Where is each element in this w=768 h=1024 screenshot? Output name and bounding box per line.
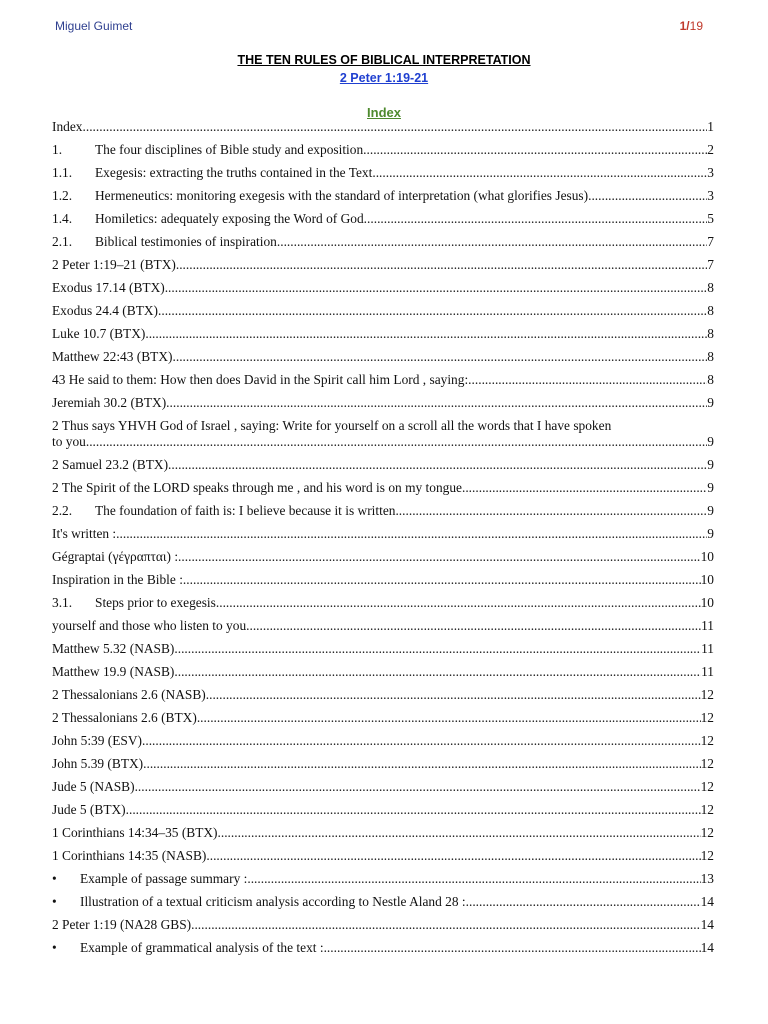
toc-entry-text: It's written : (52, 526, 117, 541)
dot-leader (135, 779, 701, 795)
dot-leader (247, 871, 700, 887)
toc-entry[interactable] (52, 303, 714, 319)
toc-page-number: 12 (700, 779, 714, 794)
toc-page-number: 2 (707, 142, 714, 157)
dot-leader (173, 349, 708, 365)
dot-leader (116, 526, 707, 542)
toc-page-number: 1 (707, 119, 714, 134)
dot-leader (218, 825, 701, 841)
toc-page-number: 9 (707, 503, 714, 518)
toc-entry[interactable] (52, 756, 714, 772)
toc-entry-text: Gégraptai (γέγραπται) : (52, 549, 179, 564)
toc-entry[interactable] (52, 572, 714, 588)
toc-entry[interactable] (52, 618, 714, 634)
toc-entry-text: John 5.39 (BTX) (52, 756, 144, 771)
toc-entry[interactable] (52, 871, 714, 887)
toc-entry[interactable] (52, 733, 714, 749)
toc-entry-text: Exegesis: extracting the truths contained in the Text (95, 165, 373, 180)
toc-entry[interactable] (52, 894, 714, 910)
dot-leader (143, 756, 700, 772)
toc-entry-text: Matthew 22:43 (BTX) (52, 349, 173, 364)
toc-entry[interactable] (52, 457, 714, 473)
index-heading-link[interactable]: Index (367, 105, 401, 120)
toc-entry-text: The four disciplines of Bible study and exposition (95, 142, 364, 157)
toc-page-number: 12 (700, 848, 714, 863)
dot-leader (462, 480, 707, 496)
toc-entry-text: 2 Samuel 23.2 (BTX) (52, 457, 169, 472)
toc-entry-text: Exodus 17.14 (BTX) (52, 280, 165, 295)
toc-entry-number: 1.1. (52, 165, 73, 180)
toc-page-number: 8 (707, 349, 714, 364)
toc-entry[interactable] (52, 710, 714, 726)
toc-entry[interactable] (52, 142, 714, 158)
toc-entry[interactable] (52, 395, 714, 411)
page-separator: / (686, 19, 690, 33)
toc-entry-text: 2 Thessalonians 2.6 (NASB) (52, 687, 206, 702)
dot-leader (86, 434, 707, 450)
dot-leader (176, 257, 707, 273)
toc-entry-text: Jude 5 (BTX) (52, 802, 126, 817)
dot-leader (466, 894, 701, 910)
toc-page-number: 11 (701, 641, 714, 656)
toc-entry-text: Example of passage summary : (80, 871, 248, 886)
dot-leader (588, 188, 707, 204)
toc-page-number: 8 (707, 326, 714, 341)
toc-page-number: 7 (707, 257, 714, 272)
toc-entry[interactable] (52, 119, 714, 135)
toc-page-number: 10 (700, 572, 714, 587)
dot-leader (468, 372, 707, 388)
toc-entry[interactable] (52, 848, 714, 864)
dot-leader (178, 549, 701, 565)
toc-page-number: 3 (707, 188, 714, 203)
table-of-contents (52, 119, 714, 963)
dot-leader (126, 802, 701, 818)
toc-entry[interactable] (52, 664, 714, 680)
toc-page-number: 8 (707, 280, 714, 295)
toc-page-number: 13 (700, 871, 714, 886)
toc-page-number: 12 (700, 802, 714, 817)
toc-entry-text-continued: to you (52, 434, 86, 449)
toc-entry-number: 1.2. (52, 188, 73, 203)
dot-leader (206, 687, 701, 703)
toc-entry[interactable] (52, 917, 714, 933)
toc-entry-text: John 5:39 (ESV) (52, 733, 143, 748)
dot-leader (206, 848, 700, 864)
dot-leader (83, 119, 708, 135)
toc-entry-text: 2 The Spirit of the LORD speaks through me , and his word is on my tongue (52, 480, 462, 495)
toc-page-number: 8 (707, 303, 714, 318)
toc-entry-text: Biblical testimonies of inspiration (95, 234, 277, 249)
toc-page-number: 12 (700, 710, 714, 725)
dot-leader (246, 618, 701, 634)
toc-entry-text: Example of grammatical analysis of the text : (80, 940, 324, 955)
toc-entry-number: 2.1. (52, 234, 73, 249)
dot-leader (174, 664, 701, 680)
toc-entry[interactable] (52, 595, 714, 611)
toc-entry[interactable] (52, 211, 714, 227)
toc-entry-text: Homiletics: adequately exposing the Word of God (95, 211, 364, 226)
toc-entry[interactable] (52, 549, 714, 565)
toc-entry-text: Index (52, 119, 83, 134)
toc-page-number: 5 (707, 211, 714, 226)
toc-entry-text: Inspiration in the Bible : (52, 572, 183, 587)
toc-entry[interactable] (52, 234, 714, 250)
toc-entry[interactable] (52, 802, 714, 818)
dot-leader (364, 211, 708, 227)
toc-entry-number: • (52, 871, 57, 886)
toc-page-number: 3 (707, 165, 714, 180)
toc-page-number: 12 (700, 756, 714, 771)
toc-entry[interactable] (52, 188, 714, 204)
dot-leader (183, 572, 701, 588)
toc-page-number: 11 (701, 618, 714, 633)
toc-page-number: 7 (707, 234, 714, 249)
toc-entry-text: Matthew 5.32 (NASB) (52, 641, 175, 656)
toc-entry-number: 2.2. (52, 503, 73, 518)
toc-entry-number: 1.4. (52, 211, 73, 226)
toc-page-number: 10 (700, 595, 714, 610)
dot-leader (363, 142, 707, 158)
toc-entry-text: Steps prior to exegesis (95, 595, 216, 610)
page-total: 19 (689, 19, 703, 33)
dot-leader (395, 503, 707, 519)
toc-page-number: 14 (700, 917, 714, 932)
page-current: 1 (679, 19, 687, 33)
dot-leader (372, 165, 707, 181)
toc-page-number: 9 (707, 457, 714, 472)
toc-entry-text: Matthew 19.9 (NASB) (52, 664, 175, 679)
toc-entry[interactable] (52, 779, 714, 795)
toc-entry[interactable] (52, 257, 714, 273)
dot-leader (158, 303, 707, 319)
document-subtitle-link[interactable]: 2 Peter 1:19-21 (339, 71, 429, 85)
toc-page-number: 12 (700, 687, 714, 702)
document-title: THE TEN RULES OF BIBLICAL INTERPRETATION (237, 53, 531, 67)
dot-leader (324, 940, 701, 956)
toc-entry-text: The foundation of faith is: I believe because it is written (95, 503, 396, 518)
toc-entry[interactable] (52, 940, 714, 956)
toc-entry-text: yourself and those who listen to you (52, 618, 247, 633)
toc-entry-text: 2 Thus says YHVH God of Israel , saying: Write for yourself on a scroll all the words that I have spoken (52, 418, 612, 433)
toc-entry-text: 2 Peter 1:19–21 (BTX) (52, 257, 176, 272)
toc-entry-text: 43 He said to them: How then does David in the Spirit call him Lord , saying: (52, 372, 469, 387)
toc-entry[interactable] (52, 480, 714, 496)
document-author: Miguel Guimet (55, 19, 133, 33)
toc-entry[interactable] (52, 825, 714, 841)
toc-entry-text: 2 Peter 1:19 (NA28 GBS) (52, 917, 192, 932)
toc-entry-number: 1. (52, 142, 63, 157)
toc-page-number: 12 (700, 825, 714, 840)
dot-leader (174, 641, 701, 657)
toc-page-number: 14 (700, 894, 714, 909)
toc-page-number: 9 (707, 395, 714, 410)
dot-leader (142, 733, 701, 749)
toc-entry[interactable] (52, 418, 714, 450)
toc-entry-text: Hermeneutics: monitoring exegesis with the standard of interpretation (what glorifies Jesus) (95, 188, 589, 203)
toc-entry-text: Illustration of a textual criticism analysis according to Nestle Aland 28 : (80, 894, 466, 909)
toc-entry[interactable] (52, 687, 714, 703)
toc-entry-text: Jeremiah 30.2 (BTX) (52, 395, 167, 410)
toc-entry[interactable] (52, 280, 714, 296)
dot-leader (165, 280, 708, 296)
toc-page-number: 9 (707, 526, 714, 541)
toc-page-number: 9 (707, 434, 714, 449)
toc-page-number: 14 (700, 940, 714, 955)
dot-leader (216, 595, 701, 611)
dot-leader (191, 917, 701, 933)
toc-entry[interactable] (52, 503, 714, 519)
toc-entry-text: 2 Thessalonians 2.6 (BTX) (52, 710, 197, 725)
toc-entry[interactable] (52, 326, 714, 342)
dot-leader (277, 234, 707, 250)
toc-entry[interactable] (52, 372, 714, 388)
page-counter (680, 19, 703, 33)
dot-leader (168, 457, 707, 473)
toc-entry-text: 1 Corinthians 14:34–35 (BTX) (52, 825, 218, 840)
dot-leader (145, 326, 707, 342)
toc-page-number: 8 (707, 372, 714, 387)
toc-entry-number: • (52, 894, 57, 909)
toc-entry-text: Exodus 24.4 (BTX) (52, 303, 159, 318)
toc-page-number: 11 (701, 664, 714, 679)
dot-leader (166, 395, 707, 411)
toc-entry[interactable] (52, 641, 714, 657)
toc-page-number: 10 (700, 549, 714, 564)
toc-entry[interactable] (52, 526, 714, 542)
toc-entry-text: Jude 5 (NASB) (52, 779, 135, 794)
toc-entry[interactable] (52, 165, 714, 181)
toc-page-number: 12 (700, 733, 714, 748)
toc-page-number: 9 (707, 480, 714, 495)
toc-entry-text: 1 Corinthians 14:35 (NASB) (52, 848, 207, 863)
toc-entry-number: 3.1. (52, 595, 73, 610)
toc-entry-number: • (52, 940, 57, 955)
toc-entry[interactable] (52, 349, 714, 365)
toc-entry-text: Luke 10.7 (BTX) (52, 326, 146, 341)
dot-leader (197, 710, 701, 726)
